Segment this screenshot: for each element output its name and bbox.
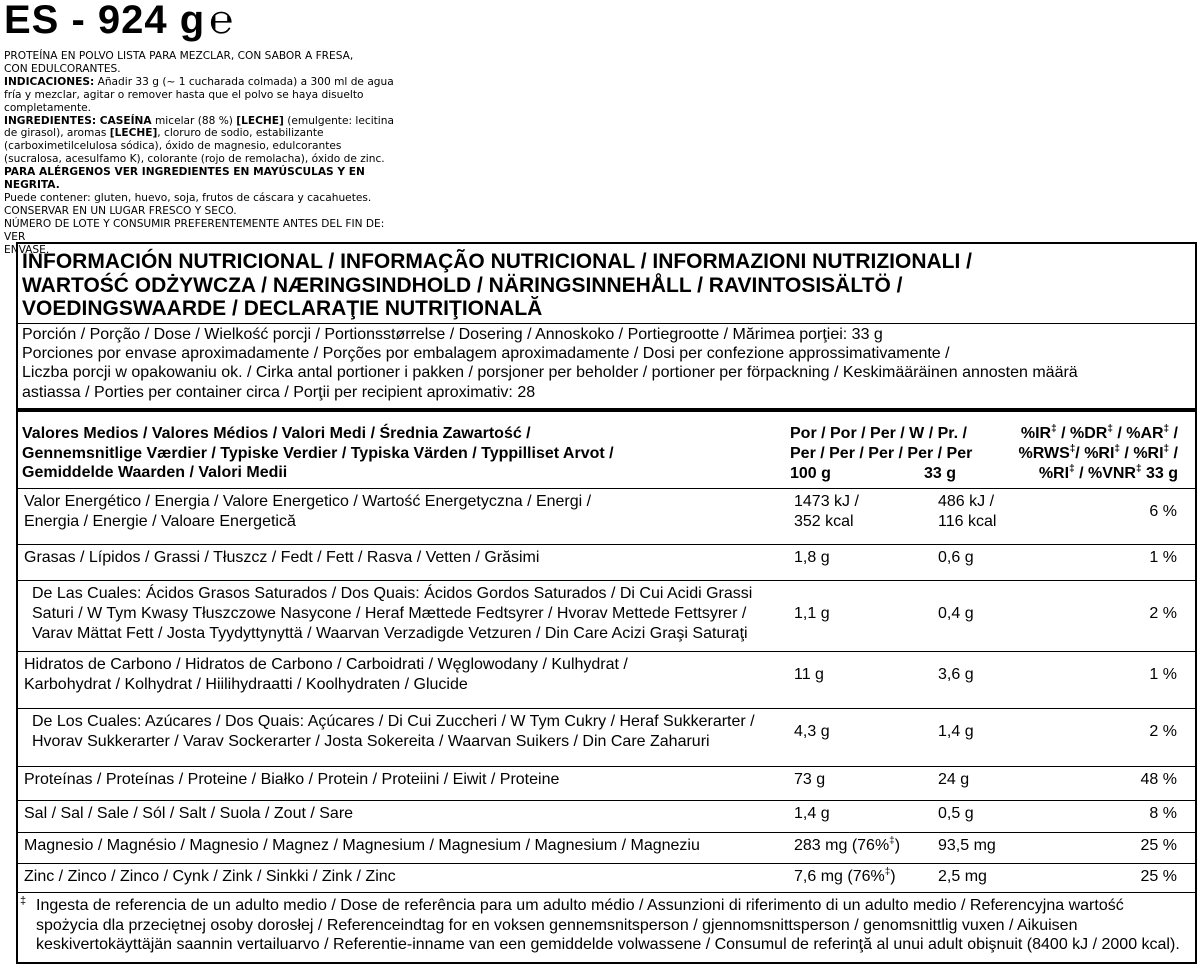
row-label-line: Saturi / W Tym Kwasy Tłuszczowe Nasycone / Heraf Mættede Fedtsyrer / Hvorav Mettede Fettsyrer / bbox=[32, 605, 747, 622]
header-per-line: Por / Por / Per / W / Pr. / bbox=[790, 425, 967, 442]
header-per-column bbox=[790, 424, 1010, 482]
row-label-line: Proteínas / Proteínas / Proteine / Białko / Protein / Proteiini / Eiwit / Proteine bbox=[24, 771, 560, 788]
table-row bbox=[18, 548, 1195, 580]
row-label-line: Energia / Energie / Valoare Energetică bbox=[24, 513, 296, 530]
value-100g-line: 1473 kJ / bbox=[794, 493, 859, 510]
value-ri-percent: 8 % bbox=[1149, 805, 1177, 822]
row-label bbox=[24, 548, 539, 568]
footnote bbox=[22, 896, 1192, 955]
table-row bbox=[18, 655, 1195, 707]
row-label bbox=[32, 584, 752, 644]
value-per-100g bbox=[794, 770, 825, 790]
value-33g-line: 24 g bbox=[938, 771, 970, 788]
label-line: fría y mezclar, agitar o remover hasta que el polvo se haya disuelto bbox=[4, 88, 364, 101]
footnote-line: Ingesta de referencia de un adulto medio / Dose de referência para um adulto médio / Assunzioni di riferimento di un adulto medio / Referencyjna wartość bbox=[36, 897, 1124, 914]
value-per-33g bbox=[938, 665, 974, 685]
row-label-line: De Las Cuales: Ácidos Grasos Saturados / Dos Quais: Ácidos Gordos Saturados / Di Cui Acidi Grassi bbox=[32, 585, 753, 602]
table-row bbox=[18, 770, 1195, 800]
row-label-line: Sal / Sal / Sale / Sól / Salt / Suola / Zout / Sare bbox=[24, 805, 354, 822]
table-row bbox=[18, 712, 1195, 764]
label-line: INGREDIENTES: CASEÍNA micelar (88 %) [LECHE] (emulgente: lecitina bbox=[4, 114, 394, 127]
footnote-text bbox=[22, 896, 1192, 955]
row-label bbox=[24, 867, 396, 887]
header-ri-line: %RWS‡/ %RI‡ / %RI‡ / bbox=[1018, 443, 1178, 462]
value-per-100g bbox=[794, 722, 830, 742]
row-divider bbox=[18, 651, 1195, 652]
header-label bbox=[22, 424, 742, 483]
value-100g-line: 11 g bbox=[794, 666, 824, 683]
value-ri-percent: 2 % bbox=[1149, 605, 1177, 622]
value-33g-line: 0,6 g bbox=[938, 549, 974, 566]
value-33g-line: 3,6 g bbox=[938, 666, 974, 683]
label-line: ENVASE. bbox=[4, 243, 50, 256]
title-text: ES - 924 g bbox=[4, 0, 206, 42]
value-per-33g bbox=[938, 804, 974, 824]
footnote-mark: ‡ bbox=[20, 895, 27, 907]
value-per-33g bbox=[938, 492, 996, 532]
divider bbox=[18, 408, 1195, 412]
value-33g-line: 0,5 g bbox=[938, 805, 974, 822]
value-ri-percent: 25 % bbox=[1140, 868, 1177, 885]
header-ri-line: %RI‡ / %VNR‡ 33 g bbox=[1038, 463, 1178, 482]
value-100g-line: 4,3 g bbox=[794, 723, 830, 740]
row-label bbox=[24, 804, 353, 824]
value-ri-percent: 25 % bbox=[1140, 837, 1177, 854]
row-label bbox=[24, 770, 559, 790]
label-line: CON EDULCORANTES. bbox=[4, 62, 121, 75]
title-line: VOEDINGSWAARDE / DECLARAŢIE NUTRIŢIONALĂ bbox=[22, 297, 543, 320]
value-per-33g bbox=[938, 604, 974, 624]
product-title bbox=[4, 0, 234, 40]
row-divider bbox=[18, 832, 1195, 833]
table-row bbox=[18, 492, 1195, 544]
table-row bbox=[18, 584, 1195, 650]
value-ri-percent: 48 % bbox=[1140, 771, 1177, 788]
value-per-33g bbox=[938, 770, 969, 790]
header-ri-line: %IR‡ / %DR‡ / %AR‡ / bbox=[1020, 423, 1178, 442]
portion-line: Liczba porcji w opakowaniu ok. / Cirka antal portioner i pakken / porsjoner per beholder / portioner per förpackning / Keskimääräinen annosten määrä bbox=[22, 364, 1078, 382]
portion-line: Porciones por envase aproximadamente / Porções por embalagem aproximadamente / Dosi per confezione approssimativamente / bbox=[22, 345, 950, 363]
value-100g-line: 283 mg (76%‡) bbox=[794, 835, 901, 854]
divider bbox=[18, 323, 1195, 324]
table-row bbox=[18, 867, 1195, 895]
label-line: INDICACIONES: Añadir 33 g (~ 1 cucharada colmada) a 300 ml de agua bbox=[4, 75, 394, 88]
footnote-line: spożycia dla przeciętnej osoby dorosłej / Referenceindtag for en voksen gennemsnitsperson / gjennomsnittsperson / genomsnittlig vuxen / Aikuisen bbox=[36, 916, 1078, 934]
row-label-line: Hidratos de Carbono / Hidratos de Carbono / Carboidrati / Węglowodany / Kulhydrat / bbox=[24, 656, 628, 673]
label-line: (carboximetilcelulosa sódica), óxido de magnesio, edulcorantes bbox=[4, 140, 342, 153]
value-per-100g bbox=[794, 604, 830, 624]
label-line: Puede contener: gluten, huevo, soja, frutos de cáscara y cacahuetes. bbox=[4, 191, 372, 204]
row-label bbox=[24, 836, 700, 856]
nutrition-table bbox=[16, 242, 1197, 964]
header-100g: 100 g bbox=[790, 465, 831, 482]
spanish-label-text bbox=[4, 50, 404, 257]
portion-line: Porción / Porção / Dose / Wielkość porcji / Portionsstørrelse / Dosering / Annoskoko / Portiegrootte / Mărimea porţiei: 33 g bbox=[22, 326, 883, 343]
row-label-line: Karbohydrat / Kolhydrat / Hiilihydraatti / Koolhydraten / Glucide bbox=[24, 676, 468, 693]
footnote-line: keskivertokäyttäjän saannin vertailuarvo / Referentie-inname van een gemiddelde volwassene / Consumul de referinţă al unui adult obişnuit (8400 kJ / 2000 kcal). bbox=[36, 936, 1180, 953]
value-per-33g bbox=[938, 722, 974, 742]
value-100g-line: 7,6 mg (76%‡) bbox=[794, 866, 896, 885]
value-per-33g bbox=[938, 836, 996, 856]
value-33g-line: 116 kcal bbox=[938, 513, 997, 530]
header-33g: 33 g bbox=[924, 465, 957, 482]
value-per-100g bbox=[794, 836, 900, 856]
header-label-line: Gemiddelde Waarden / Valori Medii bbox=[22, 464, 288, 481]
row-divider bbox=[18, 766, 1195, 767]
nutrition-title bbox=[22, 250, 1192, 321]
value-ri-percent: 1 % bbox=[1149, 666, 1177, 683]
title-line: INFORMACIÓN NUTRICIONAL / INFORMAÇÃO NUTRICIONAL / INFORMAZIONI NUTRIZIONALI / bbox=[22, 250, 972, 273]
value-per-100g bbox=[794, 492, 859, 532]
row-divider bbox=[18, 544, 1195, 545]
header-per-line: Per / Per / Per / Per / Per bbox=[790, 445, 973, 462]
label-line: CONSERVAR EN UN LUGAR FRESCO Y SECO. bbox=[4, 204, 237, 217]
header-per-text bbox=[790, 424, 1010, 464]
row-label-line: Hvorav Sukkerarter / Varav Sockerarter / Josta Sokereita / Waarvan Suikers / Din Care Zaharuri bbox=[32, 733, 710, 750]
row-label-line: Valor Energético / Energia / Valore Energetico / Wartość Energetyczna / Energi / bbox=[24, 493, 592, 510]
value-per-100g bbox=[794, 548, 830, 568]
table-row bbox=[18, 836, 1195, 864]
header-label-line: Valores Medios / Valores Médios / Valori Medi / Średnia Zawartość / bbox=[22, 425, 531, 442]
row-label bbox=[24, 655, 628, 695]
estimated-sign-icon: ℮ bbox=[209, 0, 235, 42]
value-33g-line: 2,5 mg bbox=[938, 868, 987, 885]
value-100g-line: 352 kcal bbox=[794, 513, 854, 530]
row-label-line: Magnesio / Magnésio / Magnesio / Magnez / Magnesium / Magnesium / Magnesium / Magneziu bbox=[24, 837, 700, 854]
value-100g-line: 1,1 g bbox=[794, 605, 830, 622]
row-label-line: Zinc / Zinco / Zinco / Cynk / Zink / Sinkki / Zink / Zinc bbox=[24, 868, 396, 885]
row-label-line: Grasas / Lípidos / Grassi / Tłuszcz / Fedt / Fett / Rasva / Vetten / Grăsimi bbox=[24, 549, 540, 566]
value-100g-line: 1,8 g bbox=[794, 549, 830, 566]
label-line: NÚMERO DE LOTE Y CONSUMIR PREFERENTEMENTE ANTES DEL FIN DE: VER bbox=[4, 217, 385, 243]
header-ri-column bbox=[998, 424, 1178, 484]
header-label-line: Gennemsnitlige Værdier / Typiske Verdier / Typiska Värden / Typpilliset Arvot / bbox=[22, 444, 614, 462]
row-label-line: De Los Cuales: Azúcares / Dos Quais: Açúcares / Di Cui Zuccheri / W Tym Cukry / Heraf Sukkerarter / bbox=[32, 713, 755, 730]
row-label-line: Varav Mättat Fett / Josta Tyydyttynyttä / Waarvan Verzadigde Vetzuren / Din Care Acizi Graşi Saturaţi bbox=[32, 625, 748, 642]
value-per-33g bbox=[938, 548, 974, 568]
value-33g-line: 1,4 g bbox=[938, 723, 974, 740]
label-line: de girasol), aromas [LECHE], cloruro de sodio, estabilizante bbox=[4, 127, 324, 140]
label-line: PROTEÍNA EN POLVO LISTA PARA MEZCLAR, CON SABOR A FRESA, bbox=[4, 50, 354, 62]
value-per-100g bbox=[794, 867, 896, 887]
value-100g-line: 73 g bbox=[794, 771, 826, 788]
row-divider bbox=[18, 708, 1195, 709]
row-divider bbox=[18, 800, 1195, 801]
value-100g-line: 1,4 g bbox=[794, 805, 830, 822]
value-per-100g bbox=[794, 665, 824, 685]
value-33g-line: 93,5 mg bbox=[938, 837, 996, 854]
label-line: PARA ALÉRGENOS VER INGREDIENTES EN MAYÚSCULAS Y EN NEGRITA. bbox=[4, 166, 365, 192]
row-divider bbox=[18, 488, 1195, 489]
table-row bbox=[18, 804, 1195, 832]
row-label bbox=[24, 492, 591, 532]
value-per-100g bbox=[794, 804, 830, 824]
label-line: completamente. bbox=[4, 101, 92, 114]
row-divider bbox=[18, 580, 1195, 581]
value-ri-percent: 1 % bbox=[1149, 549, 1177, 566]
title-line: WARTOŚĆ ODŻYWCZA / NÆRINGSINDHOLD / NÄRINGSINNEHÅLL / RAVINTOSISÄLTÖ / bbox=[22, 273, 903, 297]
portion-line: astiassa / Porties per container circa / Porţii per recipient aproximativ: 28 bbox=[22, 383, 536, 401]
value-ri-percent: 6 % bbox=[1149, 503, 1177, 520]
row-label bbox=[32, 712, 755, 752]
value-ri-percent: 2 % bbox=[1149, 723, 1177, 740]
value-33g-line: 486 kJ / bbox=[938, 493, 995, 510]
portion-info bbox=[22, 325, 1192, 402]
value-per-33g bbox=[938, 867, 987, 887]
value-33g-line: 0,4 g bbox=[938, 605, 974, 622]
label-line: (sucralosa, acesulfamo K), colorante (rojo de remolacha), óxido de zinc. bbox=[4, 153, 385, 166]
